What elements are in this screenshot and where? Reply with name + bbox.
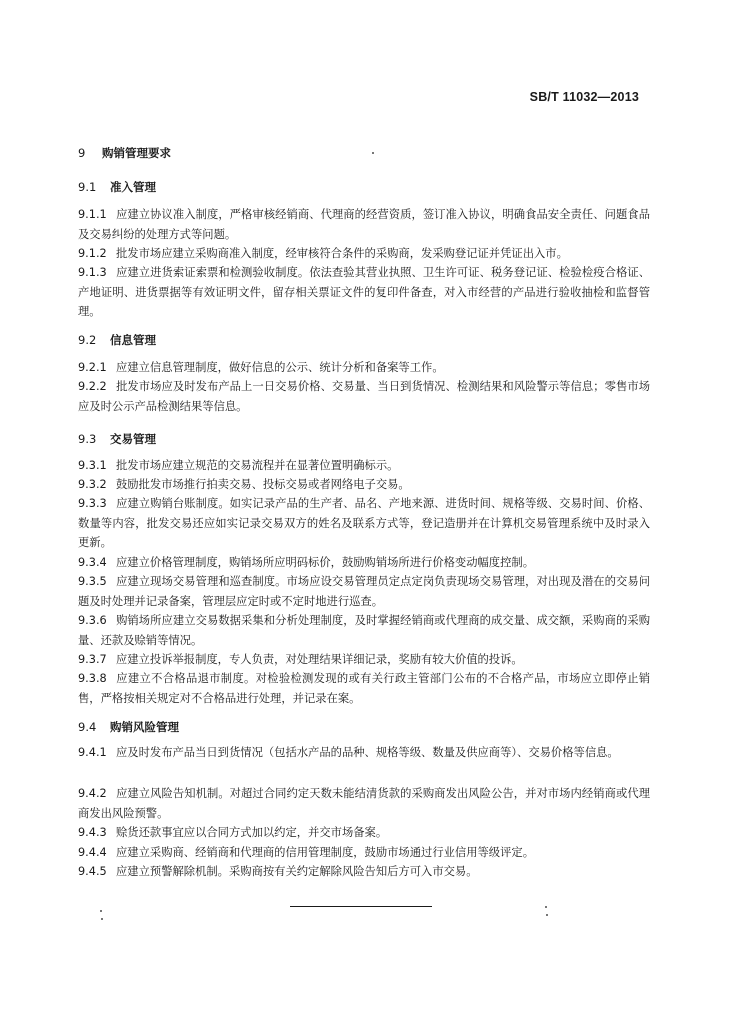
section-number: 9.1 [78,180,97,194]
clause-9-2-1 [78,358,650,378]
clause-text: 应建立现场交易管理和巡查制度。市场应设交易管理员定点定岗负责现场交易管理，对出现及潜在的交易问题及时处理并记录备案，管理层应定时或不定时地进行巡查。 [78,575,650,608]
clause-9-1-2 [78,244,650,264]
clause-number: 9.4.5 [78,865,107,878]
clause-number: 9.3.8 [78,672,107,685]
scan-speck [546,914,548,916]
section-heading-9-2 [78,332,650,348]
clause-number: 9.2.1 [78,361,107,374]
clause-text: 批发市场应建立采购商准入制度，经审核符合条件的采购商，发采购登记证并凭证出入市。 [116,247,568,260]
clause-9-3-6 [78,611,650,650]
clause-text: 应建立信息管理制度，做好信息的公示、统计分析和备案等工作。 [116,361,444,374]
section-title: 准入管理 [110,180,156,194]
scan-speck [101,918,103,920]
clause-number: 9.4.3 [78,826,107,839]
scan-speck [545,906,547,908]
clause-9-4-3 [78,823,650,843]
section-heading-9-1 [78,179,650,195]
clause-text: 应建立协议准入制度，严格审核经销商、代理商的经营资质，签订准入协议，明确食品安全责任、问题食品及交易纠纷的处理方式等问题。 [78,208,650,241]
section-number: 9 [78,146,86,160]
clause-9-4-2 [78,784,650,823]
section-title: 交易管理 [110,432,156,446]
section-heading-9-3 [78,431,650,447]
clause-9-3-7 [78,650,650,670]
clause-text: 应建立风险告知机制。对超过合同约定天数未能结清货款的采购商发出风险公告，并对市场内经销商或代理商发出风险预警。 [78,787,650,820]
clause-text: 应及时发布产品当日到货情况（包括水产品的品种、规格等级、数量及供应商等）、交易价格等信息。 [116,746,619,759]
clause-text: 应建立预警解除机制。采购商按有关约定解除风险告知后方可入市交易。 [116,865,478,878]
clause-text: 鼓励批发市场推行拍卖交易、投标交易或者网络电子交易。 [116,478,410,491]
section-heading-9-4 [78,719,650,735]
clause-9-4-4 [78,843,650,863]
clause-text: 批发市场应建立规范的交易流程并在显著位置明确标示。 [116,459,399,472]
clause-9-4-5 [78,862,650,882]
section-number: 9.2 [78,333,97,347]
standard-code: SB/T 11032—2013 [529,90,639,104]
clause-9-3-5 [78,572,650,611]
clause-9-2-2 [78,377,650,416]
clause-text: 购销场所应建立交易数据采集和分析处理制度，及时掌握经销商或代理商的成交量、成交额，采购商的采购量、还款及赊销等情况。 [78,614,650,647]
clause-number: 9.3.3 [78,497,107,510]
section-number: 9.4 [78,720,97,734]
clause-text: 批发市场应及时发布产品上一日交易价格、交易量、当日到货情况、检测结果和风险警示等信息；零售市场应及时公示产品检测结果等信息。 [78,380,650,413]
scan-speck [100,910,102,912]
clause-number: 9.1.3 [78,266,107,279]
scan-speck [372,152,374,154]
clause-text: 应建立购销台账制度。如实记录产品的生产者、品名、产地来源、进货时间、规格等级、交易时间、价格、数量等内容，批发交易还应如实记录交易双方的姓名及联系方式等，登记造册并在计算机交易管理系统中及时录入更新。 [78,497,650,549]
clause-number: 9.3.1 [78,459,107,472]
clause-9-3-1 [78,456,650,476]
clause-text: 应建立投诉举报制度，专人负责，对处理结果详细记录，奖励有较大价值的投诉。 [116,653,523,666]
clause-9-4-1 [78,743,650,763]
clause-9-1-3 [78,263,650,322]
clause-9-3-2 [78,475,650,495]
section-number: 9.3 [78,432,97,446]
clause-9-3-8 [78,669,650,708]
clause-text: 应建立不合格品退市制度。对检验检测发现的或有关行政主管部门公布的不合格产品，市场应立即停止销售，严格按相关规定对不合格品进行处理，并记录在案。 [78,672,650,705]
clause-9-3-3 [78,494,650,553]
clause-text: 赊货还款事宜应以合同方式加以约定，并交市场备案。 [116,826,388,839]
clause-number: 9.4.4 [78,846,107,859]
clause-text: 应建立价格管理制度，购销场所应明码标价，鼓励购销场所进行价格变动幅度控制。 [116,556,534,569]
clause-text: 应建立采购商、经销商和代理商的信用管理制度，鼓励市场通过行业信用等级评定。 [116,846,534,859]
clause-number: 9.1.1 [78,208,107,221]
clause-number: 9.3.2 [78,478,107,491]
clause-text: 应建立进货索证索票和检测验收制度。依法查验其营业执照、卫生许可证、税务登记证、检验检疫合格证、产地证明、进货票据等有效证明文件，留存相关票证文件的复印件备查，对入市经营的产品进行验收抽检和监督管理。 [78,266,650,318]
section-title: 购销管理要求 [102,146,171,160]
clause-number: 9.4.1 [78,746,107,759]
end-of-text-rule [290,906,432,907]
section-heading-9 [78,145,650,161]
clause-number: 9.3.5 [78,575,107,588]
clause-number: 9.2.2 [78,380,107,393]
section-title: 购销风险管理 [110,720,179,734]
clause-9-1-1 [78,205,650,244]
clause-9-3-4 [78,553,650,573]
clause-number: 9.3.7 [78,653,107,666]
clause-number: 9.3.6 [78,614,107,627]
section-title: 信息管理 [110,333,156,347]
clause-number: 9.4.2 [78,787,107,800]
clause-number: 9.1.2 [78,247,107,260]
clause-number: 9.3.4 [78,556,107,569]
